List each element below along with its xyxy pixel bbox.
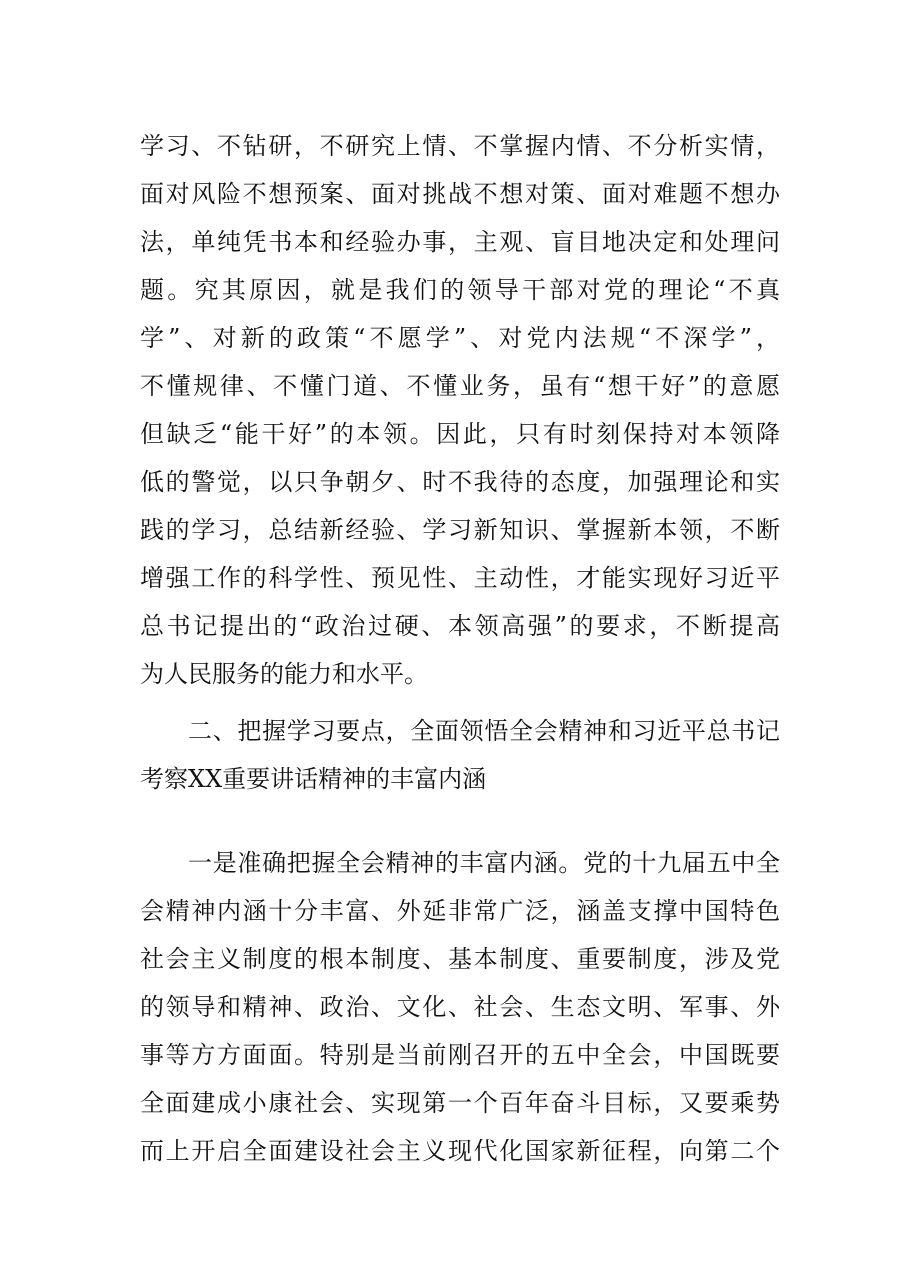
- text-line: 践的学习，总结新经验、学习新知识、掌握新本领，不断: [140, 516, 780, 544]
- text-line: 会精神内涵十分丰富、外延非常广泛，涵盖支撑中国特色: [140, 897, 780, 925]
- body-paragraph-1: [140, 122, 780, 698]
- text-line: 学”、对新的政策“不愿学”、对党内法规“不深学”，: [140, 324, 780, 352]
- text-line: 低的警觉，以只争朝夕、时不我待的态度，加强理论和实: [140, 468, 780, 496]
- text-line: 全面建成小康社会、实现第一个百年奋斗目标，又要乘势: [140, 1089, 780, 1117]
- text-line: 面对风险不想预案、面对挑战不想对策、面对难题不想办: [140, 180, 780, 208]
- text-line: 但缺乏“能干好”的本领。因此，只有时刻保持对本领降: [140, 420, 780, 448]
- text-line: 题。究其原因，就是我们的领导干部对党的理论“不真: [140, 276, 780, 304]
- text-line: 一是准确把握全会精神的丰富内涵。党的十九届五中全: [188, 849, 780, 877]
- body-paragraph-2: [140, 839, 780, 1175]
- text-line: 的领导和精神、政治、文化、社会、生态文明、军事、外: [140, 993, 780, 1021]
- heading-line: 考察XX重要讲话精神的丰富内涵: [140, 765, 487, 793]
- section-heading: [140, 707, 780, 803]
- text-line: 事等方方面面。特别是当前刚召开的五中全会，中国既要: [140, 1041, 780, 1069]
- text-line: 而上开启全面建设社会主义现代化国家新征程，向第二个: [140, 1137, 780, 1165]
- text-line: 不懂规律、不懂门道、不懂业务，虽有“想干好”的意愿: [140, 372, 780, 400]
- heading-line: 二、把握学习要点，全面领悟全会精神和习近平总书记: [188, 717, 780, 745]
- text-line: 社会主义制度的根本制度、基本制度、重要制度，涉及党: [140, 945, 780, 973]
- text-line: 学习、不钻研，不研究上情、不掌握内情、不分析实情，: [140, 132, 780, 160]
- text-line: 总书记提出的“政治过硬、本领高强”的要求，不断提高: [140, 612, 780, 640]
- text-line: 为人民服务的能力和水平。: [140, 660, 428, 688]
- text-line: 增强工作的科学性、预见性、主动性，才能实现好习近平: [140, 564, 780, 592]
- text-line: 法，单纯凭书本和经验办事，主观、盲目地决定和处理问: [140, 228, 780, 256]
